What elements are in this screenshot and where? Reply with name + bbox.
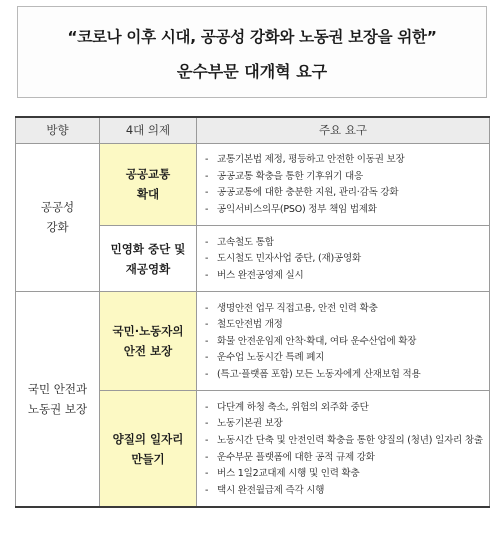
agenda-cell — [100, 143, 197, 226]
demand-item: - 택시 완전월급제 즉각 시행 — [205, 484, 483, 497]
table-row — [16, 292, 490, 391]
demand-item: - 운수업 노동시간 특례 폐지 — [205, 351, 483, 364]
demands-cell — [197, 143, 490, 226]
demand-list — [205, 153, 483, 216]
title-line-2: 운수부문 대개혁 요구 — [176, 62, 328, 81]
agenda-cell — [100, 226, 197, 292]
demands-cell — [197, 391, 490, 508]
table-header-row — [16, 117, 490, 143]
demand-item: - 교통기본법 제정, 평등하고 안전한 이동권 보장 — [205, 153, 483, 166]
agenda-label: 양질의 일자리 만들기 — [112, 431, 184, 466]
agenda-label: 공공교통 확대 — [125, 167, 171, 202]
demands-table — [15, 116, 490, 508]
agenda-cell — [100, 292, 197, 391]
demand-list — [205, 236, 483, 282]
demand-item: - 노동시간 단축 및 안전인력 확충을 통한 양질의 (청년) 일자리 창출 — [205, 434, 483, 447]
demand-item: - 공공교통 확충을 통한 기후위기 대응 — [205, 170, 483, 183]
table-row — [16, 143, 490, 226]
title-line-1: “코로나 이후 시대, 공공성 강화와 노동권 보장을 위한” — [67, 28, 437, 46]
direction-cell-public — [16, 143, 100, 292]
agenda-label: 민영화 중단 및 재공영화 — [110, 241, 186, 276]
demands-cell — [197, 292, 490, 391]
demand-list — [205, 401, 483, 497]
title-box — [17, 6, 487, 98]
demand-item: - 고속철도 통합 — [205, 236, 483, 249]
demand-item: - (특고·플랫폼 포함) 모든 노동자에게 산재보험 적용 — [205, 368, 483, 381]
direction-label: 공공성 강화 — [40, 200, 75, 235]
demand-list — [205, 302, 483, 381]
demand-item: - 버스 완전공영제 실시 — [205, 269, 483, 282]
column-header-demands: 주요 요구 — [197, 117, 490, 143]
direction-cell-labor — [16, 292, 100, 508]
agenda-cell — [100, 391, 197, 508]
column-header-agenda: 4대 의제 — [100, 117, 197, 143]
demand-item: - 버스 1일2교대제 시행 및 인력 확충 — [205, 467, 483, 480]
demand-item: - 노동기본권 보장 — [205, 417, 483, 430]
demand-item: - 생명안전 업무 직접고용, 안전 인력 확충 — [205, 302, 483, 315]
direction-label: 국민 안전과 노동권 보장 — [27, 382, 88, 416]
demands-cell — [197, 226, 490, 292]
demand-item: - 도시철도 민자사업 중단, (재)공영화 — [205, 252, 483, 265]
demand-item: - 공공교통에 대한 충분한 지원, 관리·감독 강화 — [205, 186, 483, 199]
column-header-direction: 방향 — [16, 117, 100, 143]
demand-item: - 다단계 하청 축소, 위험의 외주화 중단 — [205, 401, 483, 414]
demand-item: - 철도안전법 개정 — [205, 318, 483, 331]
demand-item: - 운수부문 플랫폼에 대한 공적 규제 강화 — [205, 451, 483, 464]
demand-item: - 화물 안전운임제 안착·확대, 여타 운수산업에 확장 — [205, 335, 483, 348]
agenda-label: 국민·노동자의 안전 보장 — [112, 324, 184, 358]
demand-item: - 공익서비스의무(PSO) 정부 책임 법제화 — [205, 203, 483, 216]
